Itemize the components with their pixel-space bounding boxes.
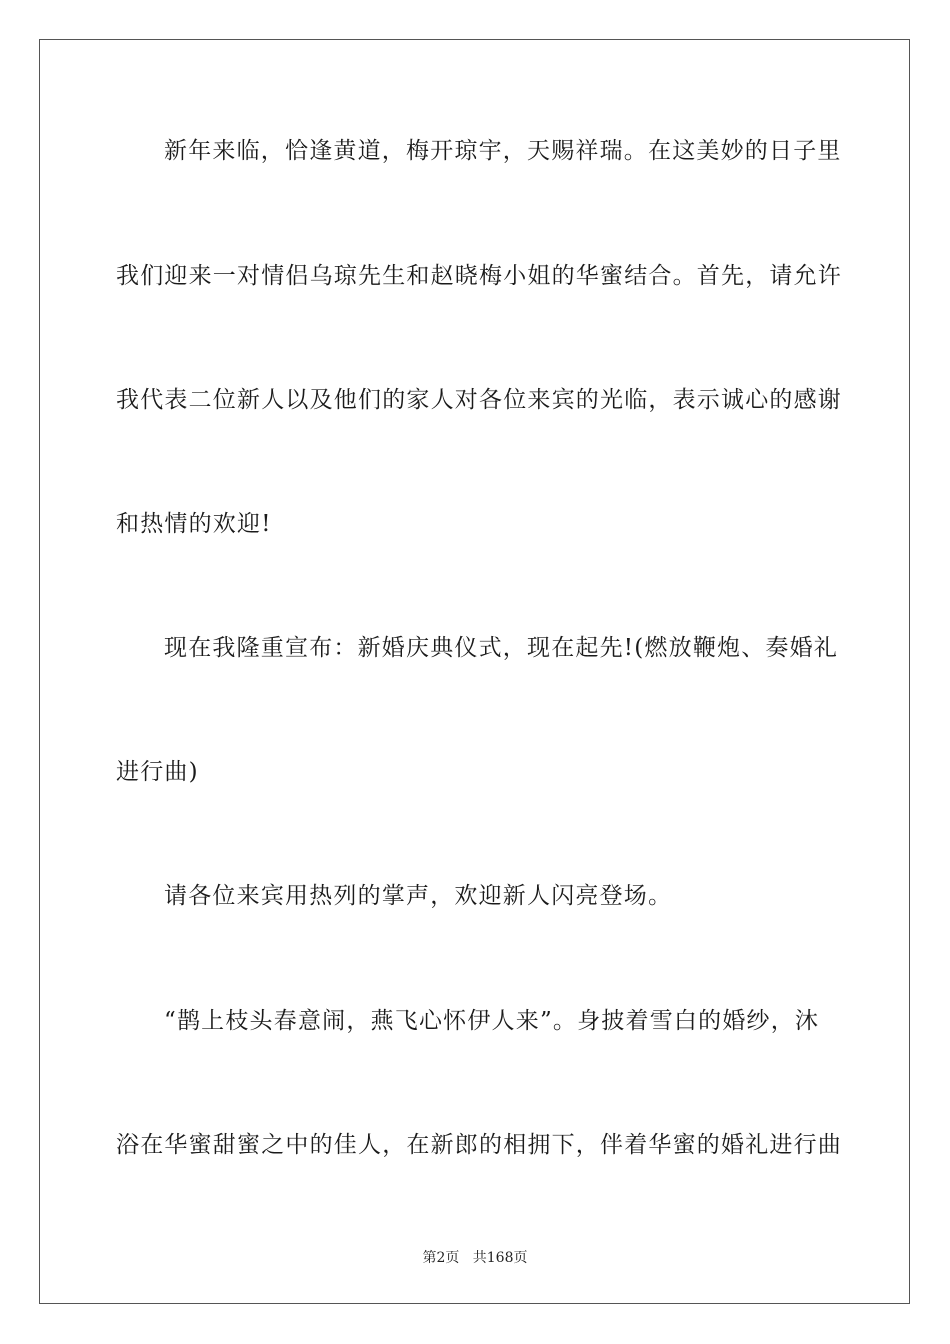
paragraph-2-line-1: 现在我隆重宣布：新婚庆典仪式，现在起先!(燃放鞭炮、奏婚礼 <box>164 635 839 661</box>
paragraph-3-line-1: 请各位来宾用热列的掌声，欢迎新人闪亮登场。 <box>164 883 673 909</box>
page-border <box>39 39 910 1304</box>
paragraph-1-line-4: 和热情的欢迎! <box>116 511 272 537</box>
paragraph-2-line-2: 进行曲) <box>116 759 199 785</box>
paragraph-1-line-2: 我们迎来一对情侣乌琼先生和赵晓梅小姐的华蜜结合。首先，请允许 <box>116 263 842 289</box>
paragraph-4-line-2: 浴在华蜜甜蜜之中的佳人，在新郎的相拥下，伴着华蜜的婚礼进行曲 <box>116 1132 842 1158</box>
paragraph-1-line-1: 新年来临，恰逢黄道，梅开琼宇，天赐祥瑞。在这美妙的日子里 <box>164 138 842 164</box>
page-number: 第2页 <box>422 1250 460 1266</box>
page-footer <box>0 1247 950 1267</box>
paragraph-4-line-1: “鹊上枝头春意闹，燕飞心怀伊人来”。身披着雪白的婚纱，沐 <box>164 1008 820 1034</box>
paragraph-1-line-3: 我代表二位新人以及他们的家人对各位来宾的光临，表示诚心的感谢 <box>116 387 842 413</box>
total-pages: 共168页 <box>472 1250 528 1266</box>
